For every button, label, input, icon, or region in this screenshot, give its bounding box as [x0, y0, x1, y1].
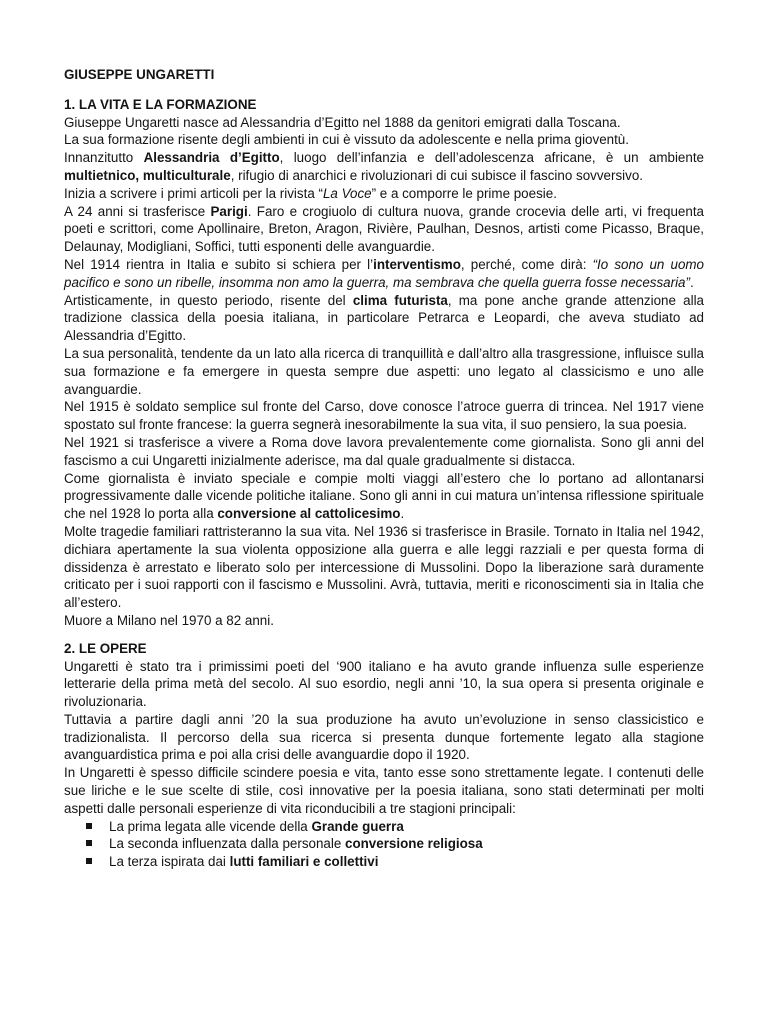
section-2-paragraph-1: Ungaretti è stato tra i primissimi poeti del ‘900 italiano e ha avuto grande influenza sulle esperienze letterarie della prima metà del secolo. Al suo esordio, negli anni ’10, la sua opera si presenta originale e rivoluzionaria.: [64, 658, 704, 710]
square-bullet-icon: [86, 823, 92, 829]
section-1-paragraph-5: A 24 anni si trasferisce Parigi. Faro e crogiuolo di cultura nuova, grande crocevia delle arti, vi frequenta poeti e scrittori, come Apollinaire, Breton, Aragon, Rivière, Paulhan, Desnos, artisti come Picasso, Braque, Delaunay, Modigliani, Soffici, tutti esponenti delle avanguardie.: [64, 203, 704, 255]
square-bullet-icon: [86, 840, 92, 846]
section-1-paragraph-12: Molte tragedie familiari rattristeranno la sua vita. Nel 1936 si trasferisce in Brasile. Tornato in Italia nel 1942, dichiara apertamente la sua violenta opposizione alla guerra e alle leggi razziali e per questa forma di dissidenza è arrestato e liberato solo per intercessione di Mussolini. Dopo la liberazione sarà duramente criticato per i suoi rapporti con il fascismo e Mussolini. Avrà, tuttavia, meriti e riconoscimenti sia in Italia che all’estero.: [64, 523, 704, 611]
section-1-heading: 1. LA VITA E LA FORMAZIONE: [64, 96, 257, 112]
square-bullet-icon: [86, 858, 92, 864]
section-1-paragraph-1: Giuseppe Ungaretti nasce ad Alessandria d’Egitto nel 1888 da genitori emigrati dalla Toscana.: [64, 114, 621, 130]
list-item: La seconda influenzata dalla personale conversione religiosa: [64, 835, 704, 853]
section-2-paragraph-2: Tuttavia a partire dagli anni ’20 la sua produzione ha avuto un’evoluzione in senso classicistico e tradizionalista. Il percorso della sua ricerca si presenta dunque fortemente legato alla stagione avanguardistica prima e poi alla crisi delle avanguardie dopo il 1920.: [64, 711, 704, 763]
seasons-list: [64, 818, 704, 871]
section-1-paragraph-9: Nel 1915 è soldato semplice sul fronte del Carso, dove conosce l’atroce guerra di trincea. Nel 1917 viene spostato sul fronte francese: la guerra segnerà inesorabilmente la sua vita, il suo pensiero, la sua poesia.: [64, 399, 704, 433]
section-2-paragraph-3: In Ungaretti è spesso difficile scindere poesia e vita, tanto esse sono strettamente legate. I contenuti delle sue liriche e le sue scelte di stile, così innovative per la poesia italiana, sono stati determinati per molti aspetti dalle personali esperienze di vita riconducibili a tre stagioni principali:: [64, 765, 704, 816]
section-1-paragraph-10: Nel 1921 si trasferisce a vivere a Roma dove lavora prevalentemente come giornalista. Sono gli anni del fascismo a cui Ungaretti inizialmente aderisce, ma dal quale gradualmente si distacca.: [64, 434, 704, 468]
section-2-heading: 2. LE OPERE: [64, 640, 147, 656]
document-page: [64, 66, 704, 871]
section-1-paragraph-8: La sua personalità, tendente da un lato alla ricerca di tranquillità e dall’altro alla trasgressione, influisce sulla sua formazione e fa emergere in questa sempre due aspetti: uno legato al classicismo e uno alle avanguardie.: [64, 345, 704, 397]
section-1-paragraph-3: Innanzitutto Alessandria d’Egitto, luogo dell’infanzia e dell’adolescenza africane, è un ambiente multietnico, multiculturale, rifugio di anarchici e rivoluzionari di cui subisce il fascino sovversivo.: [64, 150, 704, 183]
section-1-paragraph-11: Come giornalista è inviato speciale e compie molti viaggi all’estero che lo portano ad allontanarsi progressivamente dalle vicende politiche italiane. Sono gli anni in cui matura un’intensa riflessione spirituale che nel 1928 lo porta alla conversione al cattolicesimo.: [64, 470, 704, 522]
section-1-paragraph-7: Artisticamente, in questo periodo, risente del clima futurista, ma pone anche grande attenzione alla tradizione classica della poesia italiana, in particolare Petrarca e Leopardi, che aveva studiato ad Alessandria d’Egitto.: [64, 292, 704, 344]
page-title: GIUSEPPE UNGARETTI: [64, 67, 215, 82]
section-1-paragraph-2: La sua formazione risente degli ambienti in cui è vissuto da adolescente e nella prima gioventù.: [64, 132, 629, 148]
section-1-paragraph-6: Nel 1914 rientra in Italia e subito si schiera per l’interventismo, perché, come dirà: “Io sono un uomo pacifico e sono un ribelle, insomma non amo la guerra, ma sembrava che quella guerra fosse necessaria”.: [64, 256, 704, 290]
list-item: La terza ispirata dai lutti familiari e collettivi: [64, 853, 704, 871]
list-item: La prima legata alle vicende della Grande guerra: [64, 818, 704, 836]
section-1-paragraph-4: Inizia a scrivere i primi articoli per la rivista “La Voce” e a comporre le prime poesie.: [64, 185, 557, 201]
section-1-paragraph-13: Muore a Milano nel 1970 a 82 anni.: [64, 612, 274, 628]
